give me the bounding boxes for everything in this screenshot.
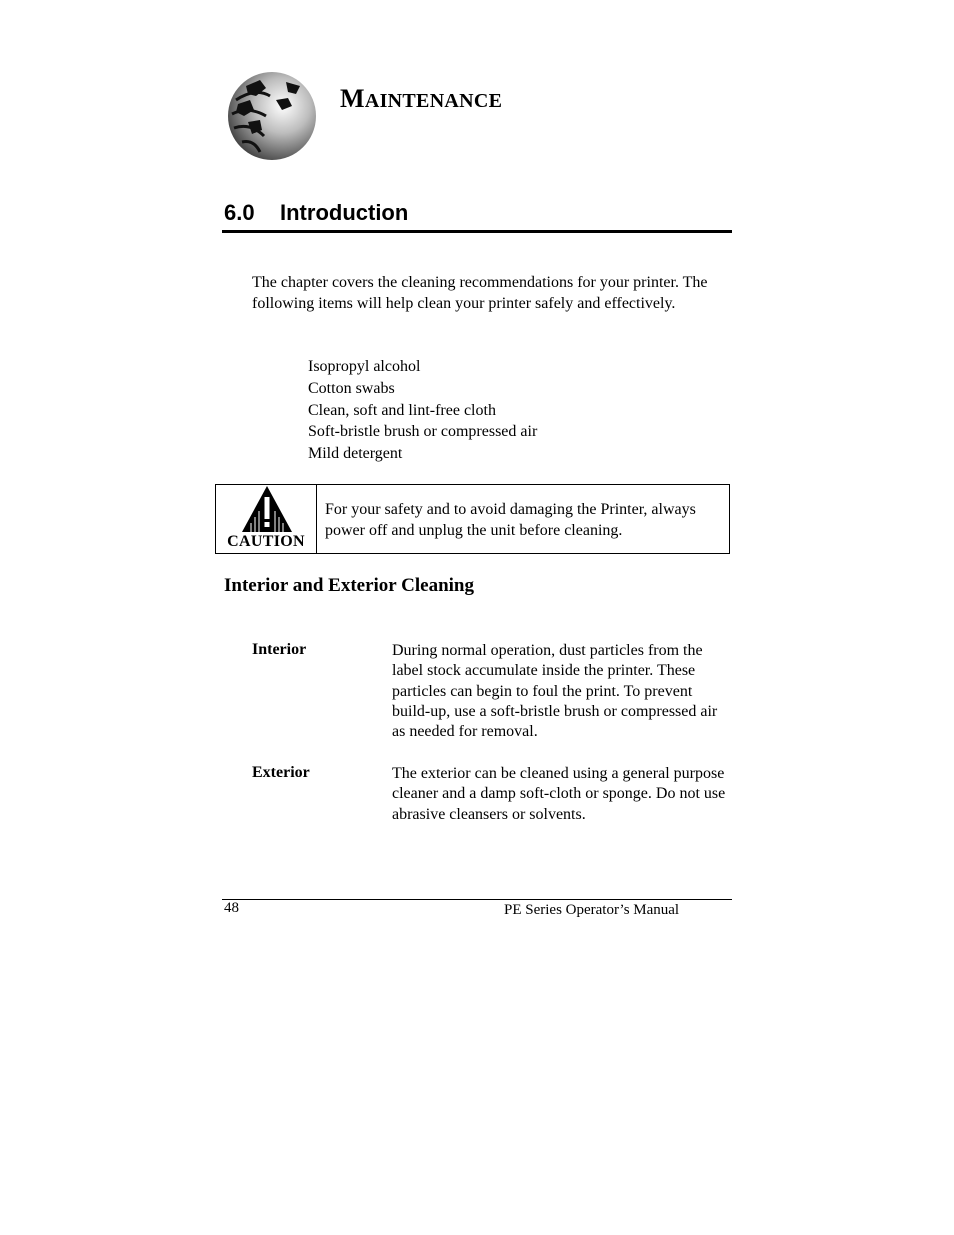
intro-paragraph: The chapter covers the cleaning recommendations for your printer. The following items will help clean your printer safely and effectively. [252,274,708,312]
list-item: Mild detergent [308,445,403,463]
list-item: Clean, soft and lint-free cloth [308,401,496,419]
chapter-title-rest: AINTENANCE [364,90,503,112]
manual-title: PE Series Operator’s Manual [504,902,680,918]
footer-divider [222,899,732,900]
caution-warning-icon [241,485,293,533]
cleaning-supplies-list [308,356,537,465]
list-item: Cotton swabs [308,379,395,397]
caution-icon-cell [216,485,317,553]
list-item: Soft-bristle brush or compressed air [308,423,538,441]
exterior-term: Exterior [252,764,310,781]
list-item: Isopropyl alcohol [308,358,421,375]
caution-text: For your safety and to avoid damaging the Printer, always power off and unplug the unit before cleaning. [325,501,696,539]
page-number: 48 [224,900,239,916]
section-title: Introduction [280,200,409,225]
interior-description: During normal operation, dust particles from the label stock accumulate inside the printer. These particles can begin to foul the print. To prevent build-up, use a soft-bristle brush or compressed air as needed for removal. [392,642,718,741]
section-number: 6.0 [224,200,255,225]
caution-notice [215,484,730,554]
interior-term: Interior [252,641,307,658]
heading-divider [222,230,732,233]
section-heading [224,200,408,226]
exterior-description: The exterior can be cleaned using a general purpose cleaner and a damp soft-cloth or sponge. Do not use abrasive cleansers or solvents. [392,765,726,823]
globe-logo-icon [226,70,318,162]
chapter-title-initial: M [340,84,365,113]
caution-label: CAUTION [227,533,305,550]
subsection-heading: Interior and Exterior Cleaning [224,575,474,596]
chapter-title [340,84,502,114]
